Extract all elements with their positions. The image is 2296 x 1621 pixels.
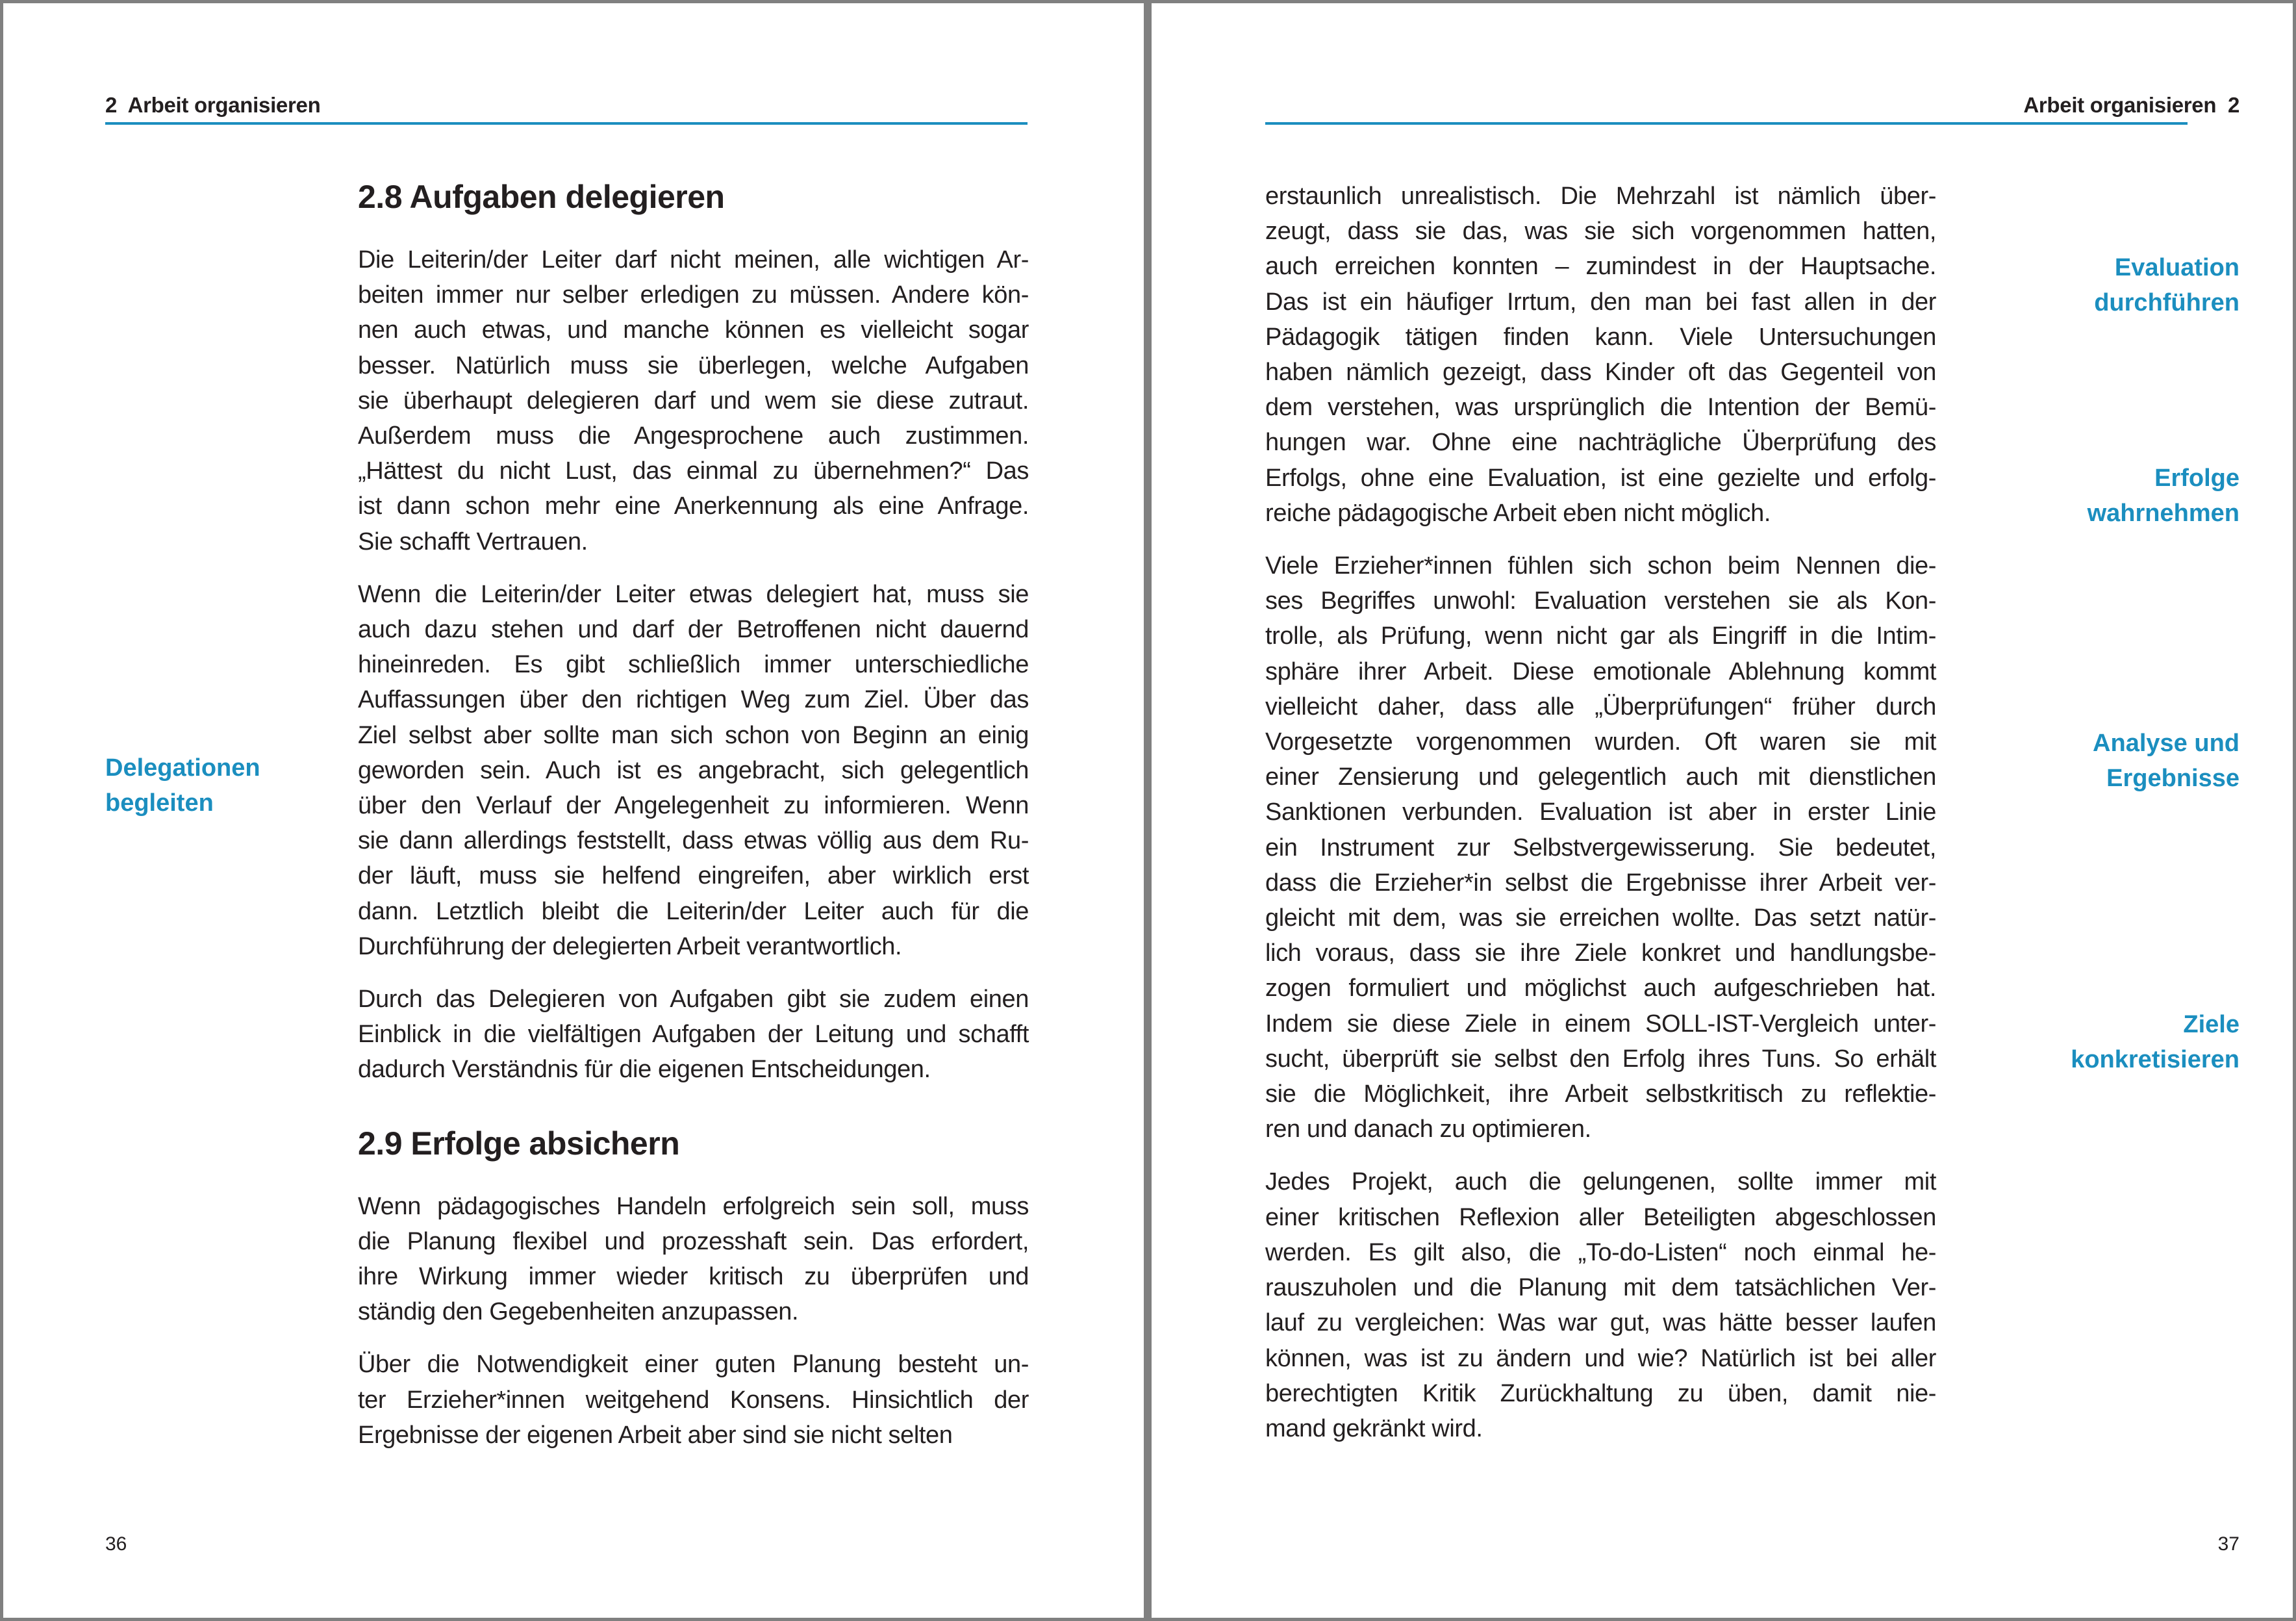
text-line: trolle, als Prüfung, wenn nicht gar als Eingriff in die Intim- [1265, 622, 1936, 650]
text-line: einer kritischen Reflexion aller Beteiligten abgeschlossen [1265, 1203, 1936, 1231]
text-line: haben nämlich gezeigt, dass Kinder oft das Gegenteil von [1265, 359, 1936, 387]
text-line: Ergebnisse der eigenen Arbeit aber sind sie nicht selten [358, 1421, 953, 1449]
margin-label-line: Analyse und [2093, 730, 2239, 757]
text-line: Wenn die Leiterin/der Leiter etwas delegiert hat, muss sie [358, 580, 1029, 608]
text-line: sucht, überprüft sie selbst den Erfolg ihres Tuns. So erhält [1265, 1045, 1936, 1073]
text-line: ter Erzieher*innen weitgehend Konsens. Hinsichtlich der [358, 1386, 1029, 1414]
margin-label-line: Ergebnisse [2106, 765, 2239, 792]
text-line: Ziel selbst aber sollte man sich schon von Beginn an einig [358, 721, 1029, 749]
paragraph [358, 1189, 1029, 1330]
margin-label-line: wahrnehmen [2087, 500, 2239, 527]
text-line: Durch das Delegieren von Aufgaben gibt sie zudem einen [358, 986, 1029, 1014]
text-line: hineinreden. Es gibt schließlich immer unterschiedliche [358, 651, 1029, 679]
text-line: Sanktionen verbunden. Evaluation ist aber in erster Linie [1265, 798, 1936, 826]
margin-label-line: Erfolge [2154, 465, 2239, 492]
header-rule-left [105, 122, 1028, 125]
margin-label-line: Evaluation [2114, 254, 2239, 281]
text-line: Pädagogik tätigen finden kann. Viele Untersuchungen [1265, 323, 1936, 351]
text-line: geworden sein. Auch ist es angebracht, sich gelegentlich [358, 756, 1029, 784]
text-line: Durchführung der delegierten Arbeit verantwortlich. [358, 932, 902, 960]
text-line: einer Zensierung und gelegentlich auch mit dienstlichen [1265, 763, 1936, 791]
running-head-left: 2 Arbeit organisieren [105, 93, 321, 117]
text-line: sie überhaupt delegieren darf und wem sie diese zutraut. [358, 387, 1029, 415]
margin-label-line: konkretisieren [2071, 1046, 2239, 1073]
text-line: mand gekränkt wird. [1265, 1414, 1483, 1442]
text-line: sie dann allerdings feststellt, dass etwas völlig aus dem Ru- [358, 827, 1029, 855]
text-line: beiten immer nur selber erledigen zu müssen. Andere kön- [358, 281, 1029, 309]
paragraph [1265, 548, 1936, 1147]
text-line: ständig den Gegebenheiten anzupassen. [358, 1298, 799, 1326]
text-line: lauf zu vergleichen: Was war gut, was hätte besser laufen [1265, 1309, 1936, 1337]
text-line: dadurch Verständnis für die eigenen Entscheidungen. [358, 1056, 931, 1084]
page-number-right: 37 [2217, 1533, 2239, 1555]
text-line: erstaunlich unrealistisch. Die Mehrzahl ist nämlich über- [1265, 183, 1936, 210]
text-line: Jedes Projekt, auch die gelungenen, sollte immer mit [1265, 1168, 1936, 1196]
margin-label-line: Ziele [2183, 1011, 2239, 1038]
text-line: rauszuholen und die Planung mit dem tatsächlichen Ver- [1265, 1274, 1936, 1302]
left-page [3, 3, 1144, 1618]
text-line: vielleicht daher, dass alle „Überprüfungen“ früher durch [1265, 693, 1936, 721]
margin-label-erfolge [2088, 461, 2239, 531]
text-line: dass die Erzieher*in selbst die Ergebnisse ihrer Arbeit ver- [1265, 869, 1936, 897]
text-line: ses Begriffes unwohl: Evaluation verstehen sie als Kon- [1265, 587, 1936, 615]
paragraph [1265, 1164, 1936, 1446]
text-line: Vorgesetzte vorgenommen wurden. Oft waren sie mit [1265, 728, 1936, 756]
text-line: sphäre ihrer Arbeit. Diese emotionale Ablehnung kommt [1265, 657, 1936, 685]
text-line: gleicht mit dem, was sie erreichen wollte. Das setzt natür- [1265, 904, 1936, 932]
margin-label-ziele [2071, 1007, 2239, 1077]
paragraph [358, 577, 1029, 964]
text-line: berechtigten Kritik Zurückhaltung zu üben, damit nie- [1265, 1379, 1936, 1407]
text-line: lich voraus, dass sie ihre Ziele konkret und handlungsbe- [1265, 939, 1936, 967]
text-line: Sie schafft Vertrauen. [358, 528, 588, 555]
text-line: reiche pädagogische Arbeit eben nicht möglich. [1265, 499, 1771, 527]
right-column [1265, 179, 1936, 1464]
paragraph [358, 1347, 1029, 1453]
text-line: Erfolgs, ohne eine Evaluation, ist eine gezielte und erfolg- [1265, 464, 1936, 492]
text-line: über den Verlauf der Angelegenheit zu informieren. Wenn [358, 792, 1029, 820]
text-line: Auffassungen über den richtigen Weg zum Ziel. Über das [358, 686, 1029, 714]
text-line: die Planung flexibel und prozesshaft sein. Das erfordert, [358, 1227, 1029, 1255]
section-heading-2-9: 2.9 Erfolge absichern [358, 1125, 680, 1162]
paragraph [358, 982, 1029, 1088]
text-line: ihre Wirkung immer wieder kritisch zu überprüfen und [358, 1263, 1029, 1291]
text-line: dem verstehen, was ursprünglich die Intention der Bemü- [1265, 394, 1936, 422]
text-line: auch erreichen konnten – zumindest in der Hauptsache. [1265, 253, 1936, 281]
paragraph [1265, 179, 1936, 531]
text-line: ren und danach zu optimieren. [1265, 1116, 1591, 1143]
section-heading-2-8: 2.8 Aufgaben delegieren [358, 179, 725, 215]
text-line: nen auch etwas, und manche können es vielleicht sogar [358, 316, 1029, 344]
text-line: besser. Natürlich muss sie überlegen, welche Aufgaben [358, 351, 1029, 379]
header-rule-right [1265, 122, 2188, 125]
text-line: ist dann schon mehr eine Anerkennung als eine Anfrage. [358, 492, 1029, 520]
text-line: Wenn pädagogisches Handeln erfolgreich sein soll, muss [358, 1192, 1029, 1220]
running-head-right: Arbeit organisieren 2 [2023, 93, 2239, 117]
left-column [358, 177, 1029, 1470]
text-line: Indem sie diese Ziele in einem SOLL-IST-Vergleich unter- [1265, 1010, 1936, 1038]
text-line: „Hättest du nicht Lust, das einmal zu übernehmen?“ Das [358, 457, 1029, 485]
right-page [1152, 3, 2293, 1618]
text-line: Über die Notwendigkeit einer guten Planung besteht un- [358, 1351, 1029, 1379]
paragraph [358, 242, 1029, 559]
text-line: sie die Möglichkeit, ihre Arbeit selbstkritisch zu reflektie- [1265, 1080, 1936, 1108]
text-line: Die Leiterin/der Leiter darf nicht meinen, alle wichtigen Ar- [358, 246, 1029, 274]
text-line: dann. Letztlich bleibt die Leiterin/der Leiter auch für die [358, 897, 1029, 925]
text-line: Außerdem muss die Angesprochene auch zustimmen. [358, 422, 1029, 450]
text-line: Einblick in die vielfältigen Aufgaben der Leitung und schafft [358, 1021, 1029, 1049]
text-line: zeugt, dass sie das, was sie sich vorgenommen hatten, [1265, 218, 1936, 246]
margin-label-line: durchführen [2094, 289, 2239, 316]
text-line: ein Instrument zur Selbstvergewisserung. Sie bedeutet, [1265, 834, 1936, 862]
text-line: Das ist ein häufiger Irrtum, den man bei fast allen in der [1265, 288, 1936, 316]
text-line: Viele Erzieher*innen fühlen sich schon beim Nennen die- [1265, 552, 1936, 580]
margin-label-analyse [2093, 726, 2239, 796]
text-line: hungen war. Ohne eine nachträgliche Überprüfung des [1265, 429, 1936, 457]
text-line: können, was ist zu ändern und wie? Natürlich ist bei aller [1265, 1344, 1936, 1372]
text-line: auch dazu stehen und darf der Betroffenen nicht dauernd [358, 616, 1029, 644]
margin-label-evaluation [2094, 250, 2239, 320]
text-line: werden. Es gilt also, die „To-do-Listen“ noch einmal he- [1265, 1238, 1936, 1266]
page-number-left: 36 [105, 1533, 127, 1555]
margin-label-line: begleiten [105, 789, 214, 817]
margin-label-line: Delegationen [105, 754, 260, 782]
text-line: der läuft, muss sie helfend eingreifen, aber wirklich erst [358, 862, 1029, 890]
text-line: zogen formuliert und möglichst auch aufgeschrieben hat. [1265, 975, 1936, 1002]
margin-label-delegationen [105, 750, 260, 821]
